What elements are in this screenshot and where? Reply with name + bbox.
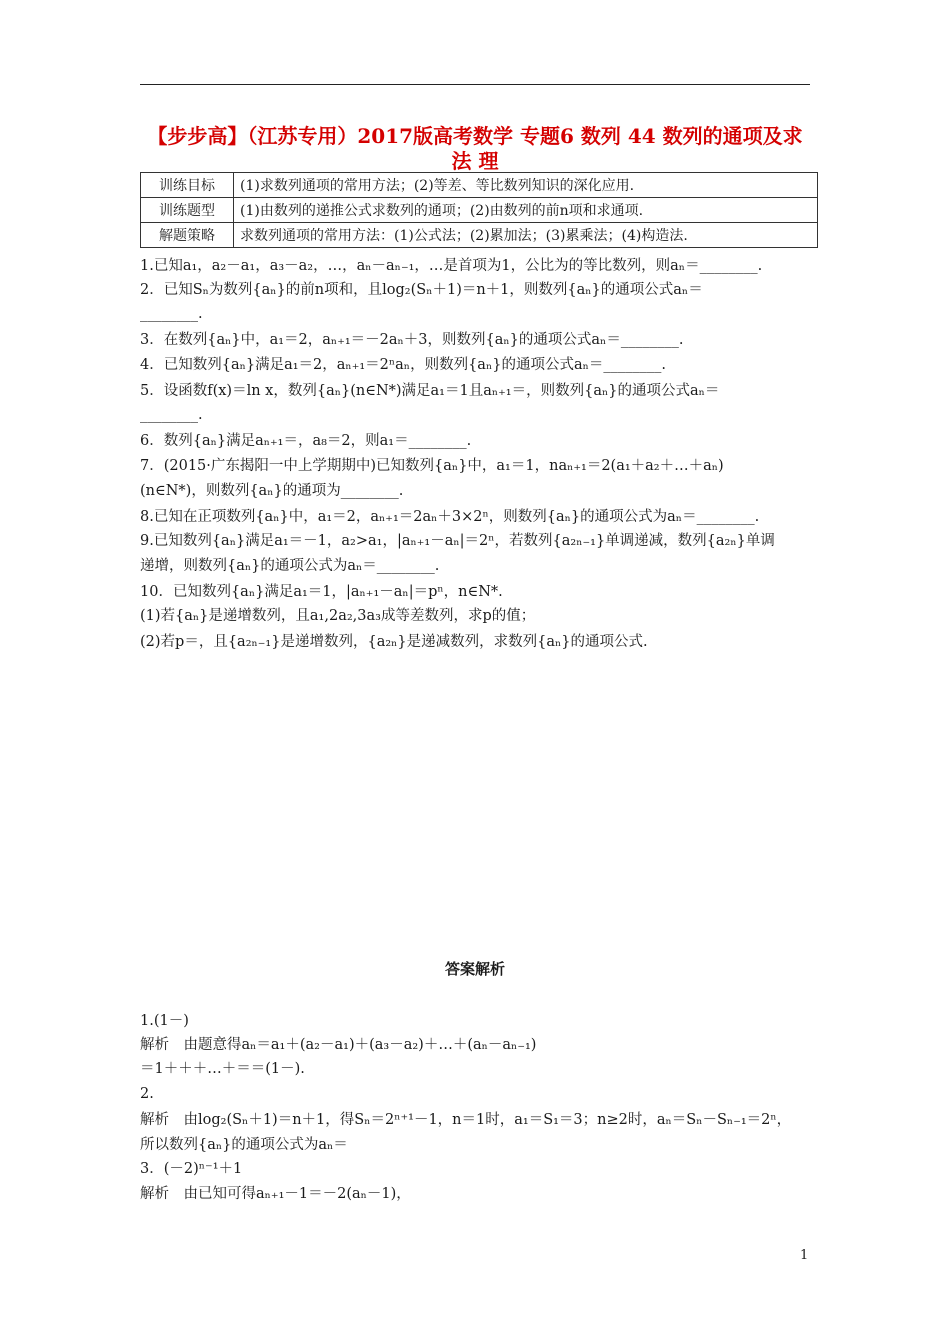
question-line: 9.已知数列{aₙ}满足a₁＝－1，a₂>a₁，|aₙ₊₁－aₙ|＝2ⁿ，若数列{a₂ₙ₋₁}单调递减，数列{a₂ₙ}单调 xyxy=(140,533,775,549)
row-value: (1)由数列的递推公式求数列的通项；(2)由数列的前n项和求通项. xyxy=(234,198,818,223)
question-line: 4．已知数列{aₙ}满足a₁＝2，aₙ₊₁＝2ⁿaₙ，则数列{aₙ}的通项公式aₙ＝________. xyxy=(140,357,666,373)
header-rule xyxy=(140,84,810,85)
table-row xyxy=(141,223,818,248)
answer-line: 3．(－2)ⁿ⁻¹＋1 xyxy=(140,1161,243,1177)
table-row xyxy=(141,198,818,223)
row-value: (1)求数列通项的常用方法；(2)等差、等比数列知识的深化应用. xyxy=(234,173,818,198)
question-line: 7．(2015·广东揭阳一中上学期期中)已知数列{aₙ}中，a₁＝1，naₙ₊₁＝2(a₁＋a₂＋…＋aₙ) xyxy=(140,458,724,474)
row-key: 训练目标 xyxy=(141,173,234,198)
question-line: 6．数列{aₙ}满足aₙ₊₁＝，a₈＝2，则a₁＝________. xyxy=(140,433,472,449)
answer-line: 解析 由已知可得aₙ₊₁－1＝－2(aₙ－1)， xyxy=(140,1186,411,1202)
question-line: 递增，则数列{aₙ}的通项公式为aₙ＝________. xyxy=(140,558,440,574)
answer-line: 所以数列{aₙ}的通项公式为aₙ＝ xyxy=(140,1137,348,1153)
row-key: 解题策略 xyxy=(141,223,234,248)
question-line: 3．在数列{aₙ}中，a₁＝2，aₙ₊₁＝－2aₙ＋3，则数列{aₙ}的通项公式aₙ＝________. xyxy=(140,332,684,348)
answer-line: 解析 由题意得aₙ＝a₁＋(a₂－a₁)＋(a₃－a₂)＋…＋(aₙ－aₙ₋₁) xyxy=(140,1037,537,1053)
answer-line: 1.(1－) xyxy=(140,1013,189,1029)
answer-line: 解析 由log₂(Sₙ＋1)＝n＋1，得Sₙ＝2ⁿ⁺¹－1，n＝1时，a₁＝S₁＝3；n≥2时，aₙ＝Sₙ－Sₙ₋₁＝2ⁿ， xyxy=(140,1112,792,1128)
row-value: 求数列通项的常用方法：(1)公式法；(2)累加法；(3)累乘法；(4)构造法. xyxy=(234,223,818,248)
question-line: 2．已知Sₙ为数列{aₙ}的前n项和，且log₂(Sₙ＋1)＝n＋1，则数列{aₙ}的通项公式aₙ＝ xyxy=(140,282,703,298)
row-key: 训练题型 xyxy=(141,198,234,223)
training-info-table xyxy=(140,172,818,248)
question-line: 5．设函数f(x)＝ln x，数列{aₙ}(n∈N*)满足a₁＝1且aₙ₊₁＝，则数列{aₙ}的通项公式aₙ＝ xyxy=(140,383,720,399)
question-line: 8.已知在正项数列{aₙ}中，a₁＝2，aₙ₊₁＝2aₙ＋3×2ⁿ，则数列{aₙ}的通项公式为aₙ＝________. xyxy=(140,509,760,525)
table-row xyxy=(141,173,818,198)
answer-line: ＝1＋＋＋…＋＝＝(1－). xyxy=(140,1061,305,1077)
question-line: (n∈N*)，则数列{aₙ}的通项为________. xyxy=(140,483,404,499)
question-line: (1)若{aₙ}是递增数列，且a₁,2a₂,3a₃成等差数列，求p的值； xyxy=(140,608,536,624)
question-line: ________. xyxy=(140,306,203,322)
page-number: 1 xyxy=(800,1248,809,1263)
answer-heading: 答案解析 xyxy=(444,960,505,978)
question-line: ________. xyxy=(140,407,203,423)
question-line: (2)若p＝，且{a₂ₙ₋₁}是递增数列，{a₂ₙ}是递减数列，求数列{aₙ}的通项公式. xyxy=(140,634,648,650)
question-line: 1.已知a₁，a₂－a₁，a₃－a₂，…，aₙ－aₙ₋₁，…是首项为1，公比为的等比数列，则aₙ＝________. xyxy=(140,258,763,274)
answer-line: 2. xyxy=(140,1086,154,1102)
question-line: 10．已知数列{aₙ}满足a₁＝1，|aₙ₊₁－aₙ|＝pⁿ，n∈N*. xyxy=(140,584,503,600)
document-title: 【步步高】（江苏专用）2017版高考数学 专题6 数列 44 数列的通项及求法 理 xyxy=(147,124,803,173)
